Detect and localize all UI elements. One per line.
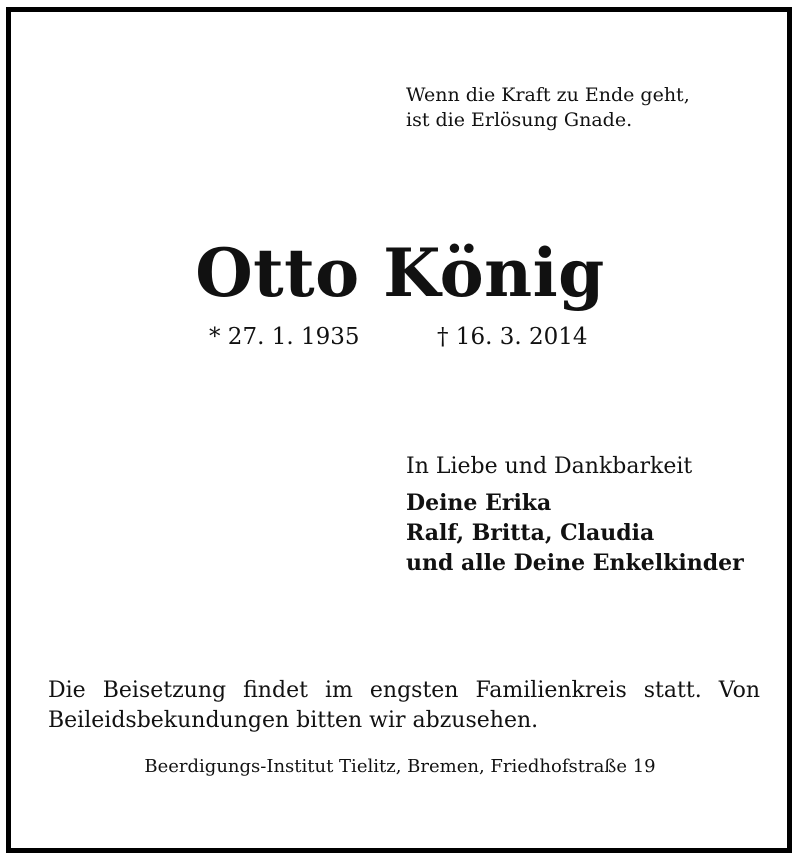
mourner-name: und alle Deine Enkelkinder: [406, 550, 744, 576]
verse-line-1: Wenn die Kraft zu Ende geht,: [406, 84, 690, 106]
birth-date: * 27. 1. 1935: [209, 324, 360, 350]
undertaker-info: Beerdigungs-Institut Tielitz, Bremen, Friedhofstraße 19: [144, 756, 656, 777]
mourners-intro: In Liebe und Dankbarkeit: [406, 454, 693, 479]
mourner-name: Ralf, Britta, Claudia: [406, 520, 655, 546]
verse-line-2: ist die Erlösung Gnade.: [406, 109, 633, 131]
death-date: † 16. 3. 2014: [437, 324, 588, 350]
funeral-notice: [48, 676, 760, 736]
notice-line-1: Die Beisetzung findet im engsten Familienkreis statt. Von: [48, 678, 760, 703]
mourners-list: [406, 488, 744, 578]
notice-line-2: Beileidsbekundungen bitten wir abzusehen.: [48, 708, 539, 733]
mourner-name: Deine Erika: [406, 490, 552, 516]
deceased-name: Otto König: [195, 234, 605, 312]
memorial-verse: [406, 83, 690, 133]
